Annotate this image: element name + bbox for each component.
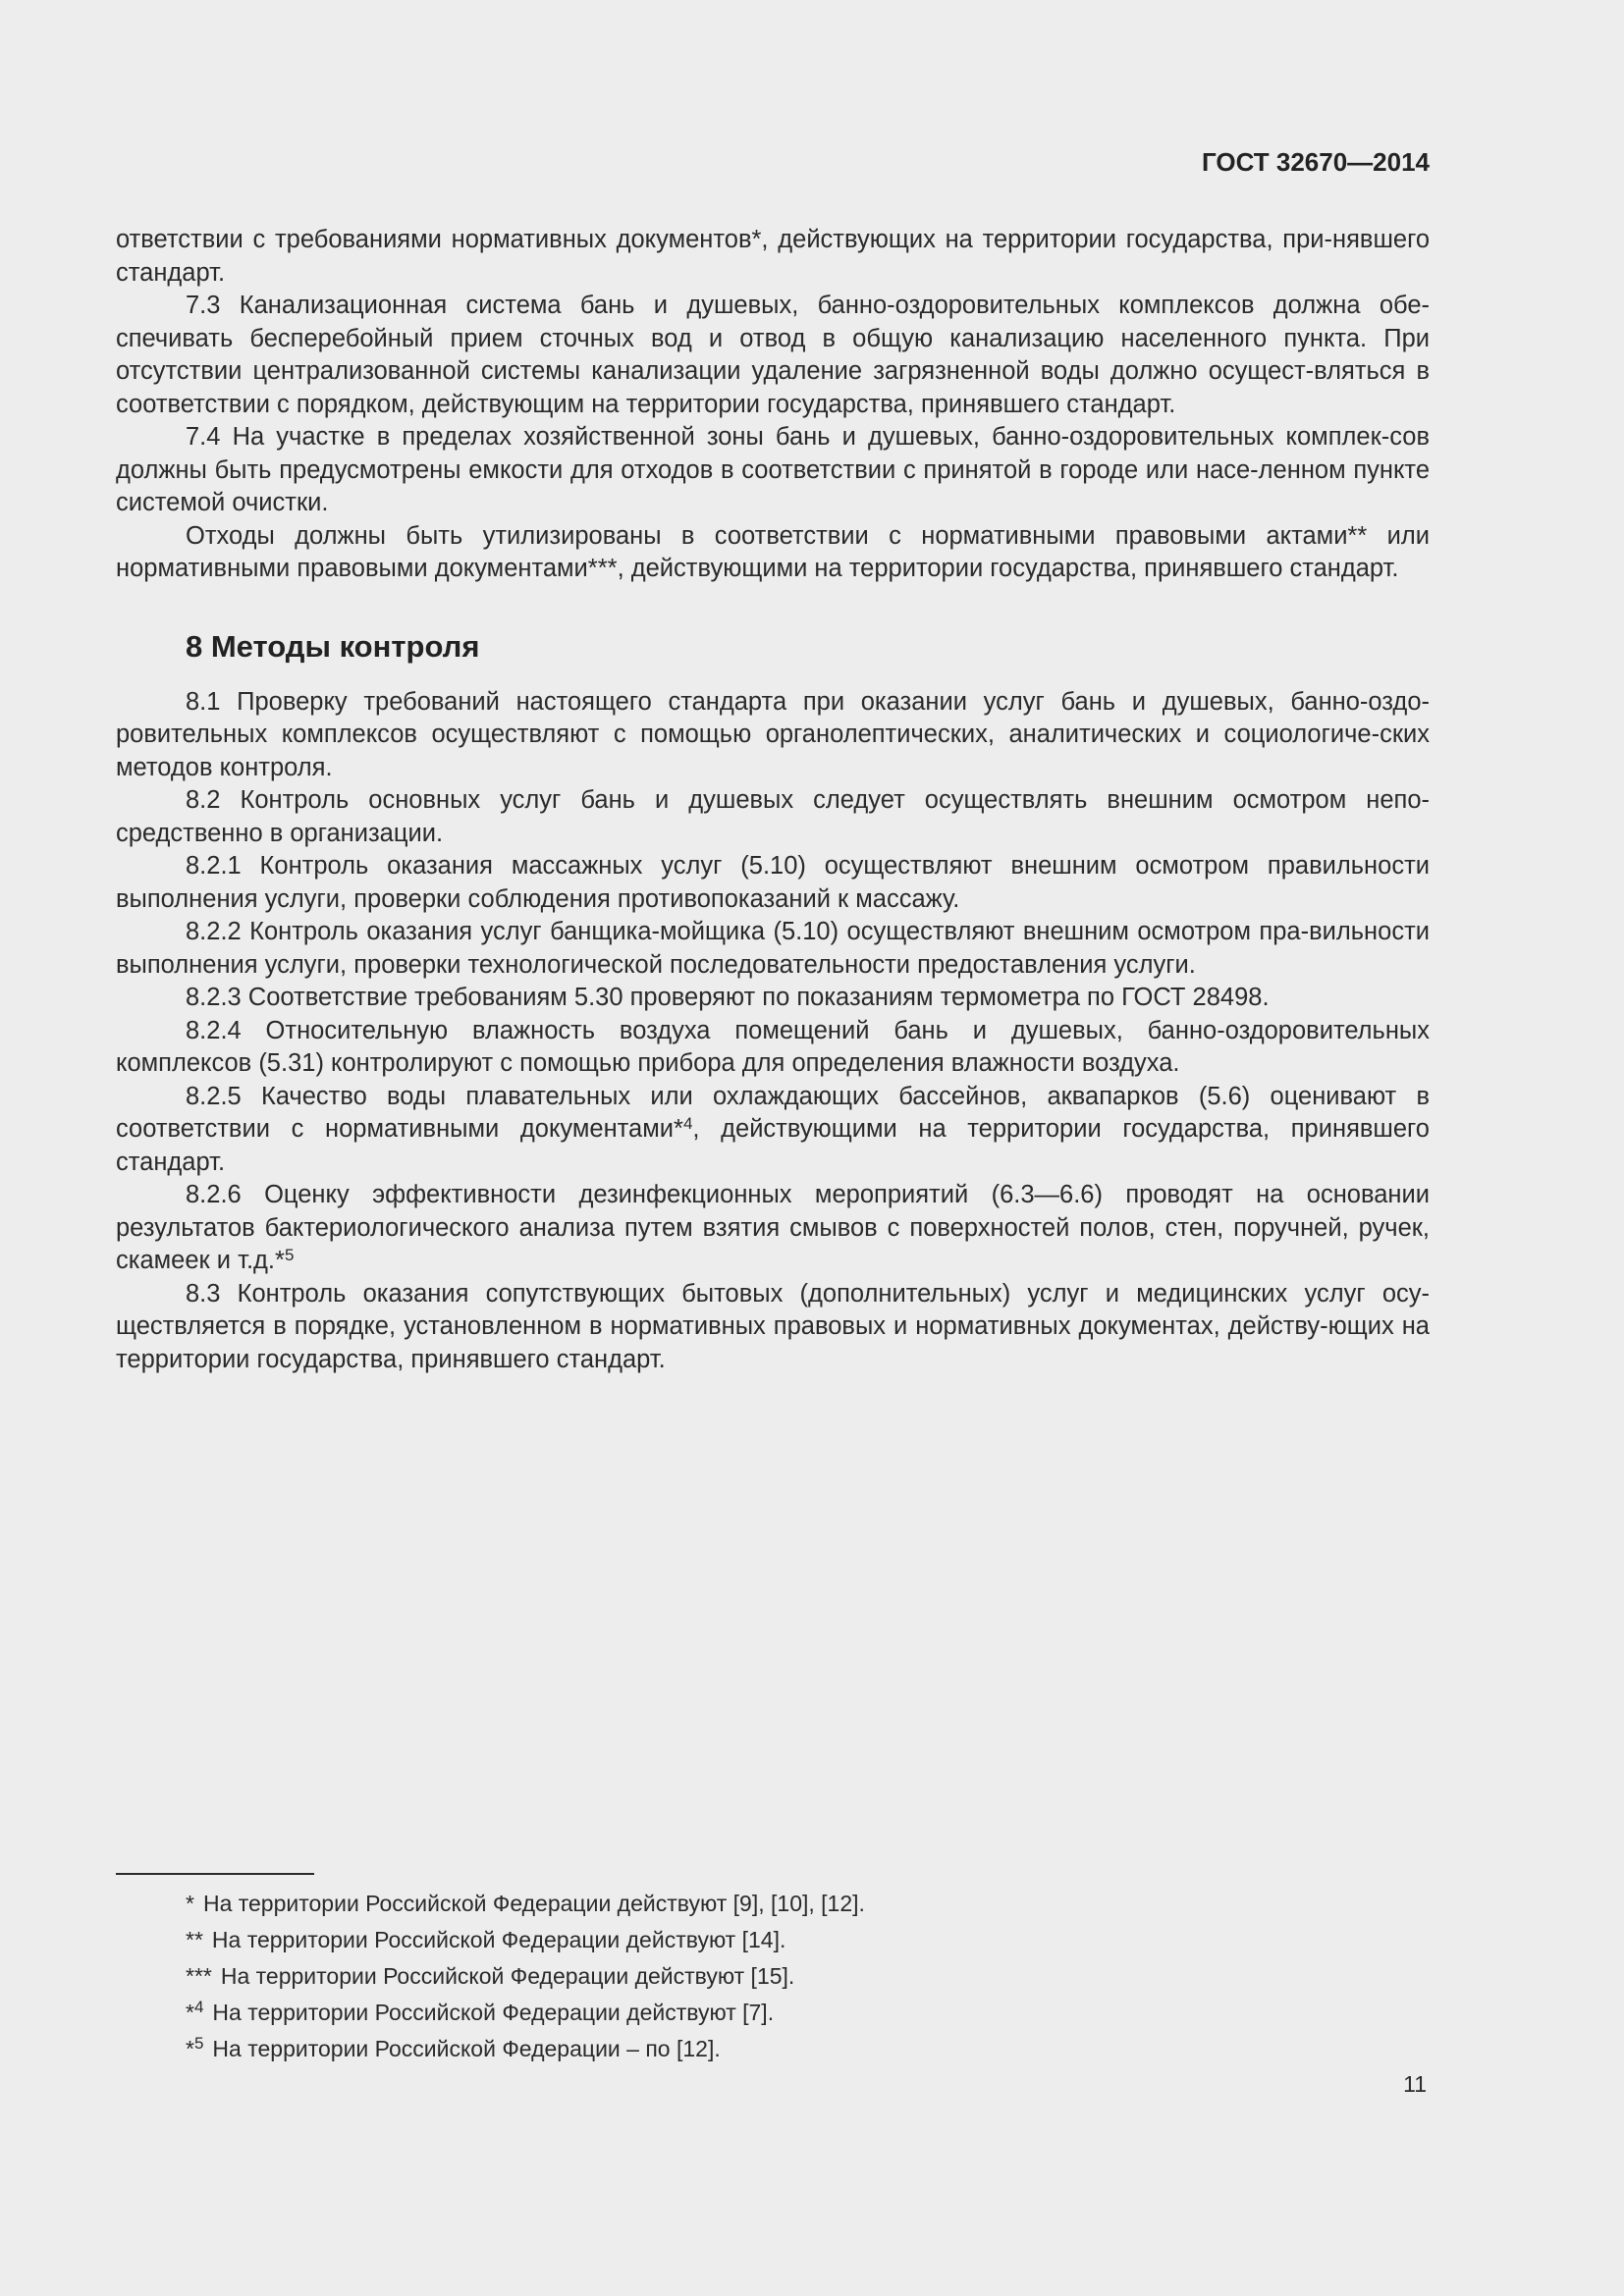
section-8-title: 8 Методы контроля (186, 628, 480, 664)
footnote-mark: *$^4$ (186, 1998, 204, 2025)
footnote-text: На территории Российской Федерации действуют [14]. (211, 1927, 786, 1952)
document-header-standard: ГОСТ 32670—2014 (1202, 147, 1430, 177)
footnote-mark: * (186, 1891, 194, 1916)
paragraph-8-2: 8.2 Контроль основных услуг бань и душевых следует осуществлять внешним осмотром непо-средственно в организации. (116, 786, 1430, 847)
paragraph-8-2-5-text-end: , действующими на территории государства, принявшего стандарт. (116, 1115, 1430, 1176)
footnote-mark: ** (186, 1927, 203, 1952)
footnote-mark: *$^5$ (186, 2034, 204, 2061)
paragraph-8-1: 8.1 Проверку требований настоящего стандарта при оказании услуг бань и душевых, банно-оздо-ровительных комплексов осуществляют с помощью органолептических, аналитических и социологиче-ских методов контроля. (116, 687, 1430, 781)
footnote-text: На территории Российской Федерации – по [12]. (212, 2036, 721, 2061)
footnote-item (186, 1958, 1364, 1995)
footnotes-list (186, 1886, 1364, 2067)
footnote-mark: *** (186, 1963, 212, 1989)
footnote-item (186, 1886, 1364, 1922)
footnote-ref-5: 5 (284, 1246, 295, 1264)
footnote-item (186, 2031, 1364, 2067)
paragraph-8-2-2: 8.2.2 Контроль оказания услуг банщика-мойщика (5.10) осуществляют внешним осмотром пра-вильности выполнения услуги, проверки технологической последовательности предоставления услуги. (116, 918, 1430, 979)
page-content (116, 224, 1430, 1376)
footnote-ref-4: 4 (682, 1114, 693, 1133)
footnote-text: На территории Российской Федерации действуют [7]. (212, 2000, 775, 2025)
footnote-item (186, 1922, 1364, 1958)
footnote-item (186, 1995, 1364, 2031)
paragraph-8-3: 8.3 Контроль оказания сопутствующих бытовых (дополнительных) услуг и медицинских услуг осу-ществляется в порядке, установленном в нормативных правовых и нормативных документах, действу-ющих на территории государства, принявшего стандарт. (116, 1279, 1430, 1373)
footnote-text: На территории Российской Федерации действуют [15]. (220, 1963, 795, 1989)
paragraph-waste-disposal: Отходы должны быть утилизированы в соответствии с нормативными правовыми актами** или нормативными правовыми документами***, действующими на территории государства, принявшего стандарт. (116, 521, 1430, 582)
paragraph-8-2-6-text: 8.2.6 Оценку эффективности дезинфекционных мероприятий (6.3—6.6) проводят на основании результатов бактериологического анализа путем взятия смывов с поверхностей полов, стен, поручней, ручек, скамеек и т.д.* (116, 1181, 1430, 1274)
footnote-divider (116, 1873, 314, 1875)
paragraph-8-2-1: 8.2.1 Контроль оказания массажных услуг (5.10) осуществляют внешним осмотром правильности выполнения услуги, проверки соблюдения противопоказаний к массажу. (116, 852, 1430, 913)
paragraph-8-2-5-text-start: 8.2.5 Качество воды плавательных или охлаждающих бассейнов, аквапарков (5.6) оценивают в соответствии с нормативными документами* (116, 1082, 1430, 1143)
paragraph-7-3: 7.3 Канализационная система бань и душевых, банно-оздоровительных комплексов должна обе-спечивать бесперебойный прием сточных вод и отвод в общую канализацию населенного пункта. При отсутствии централизованной системы канализации удаление загрязненной воды должно осущест-вляться в соответствии с порядком, действующим на территории государства, принявшего стандарт. (116, 292, 1430, 418)
page-number: 11 (1403, 2071, 1427, 2097)
paragraph-8-2-4: 8.2.4 Относительную влажность воздуха помещений бань и душевых, банно-оздоровительных комплексов (5.31) контролируют с помощью прибора для определения влажности воздуха. (116, 1016, 1430, 1077)
paragraph-7-4: 7.4 На участке в пределах хозяйственной зоны бань и душевых, банно-оздоровительных комплек-сов должны быть предусмотрены емкости для отходов в соответствии с принятой в городе или насе-ленном пункте системой очистки. (116, 423, 1430, 516)
paragraph-continuation: ответствии с требованиями нормативных документов*, действующих на территории государства, при-нявшего стандарт. (116, 226, 1430, 287)
footnote-text: На территории Российской Федерации действуют [9], [10], [12]. (202, 1891, 865, 1916)
paragraph-8-2-5 (116, 1081, 1430, 1180)
paragraph-8-2-6 (116, 1179, 1430, 1278)
paragraph-8-2-3: 8.2.3 Соответствие требованиям 5.30 проверяют по показаниям термометра по ГОСТ 28498. (186, 984, 1270, 1011)
